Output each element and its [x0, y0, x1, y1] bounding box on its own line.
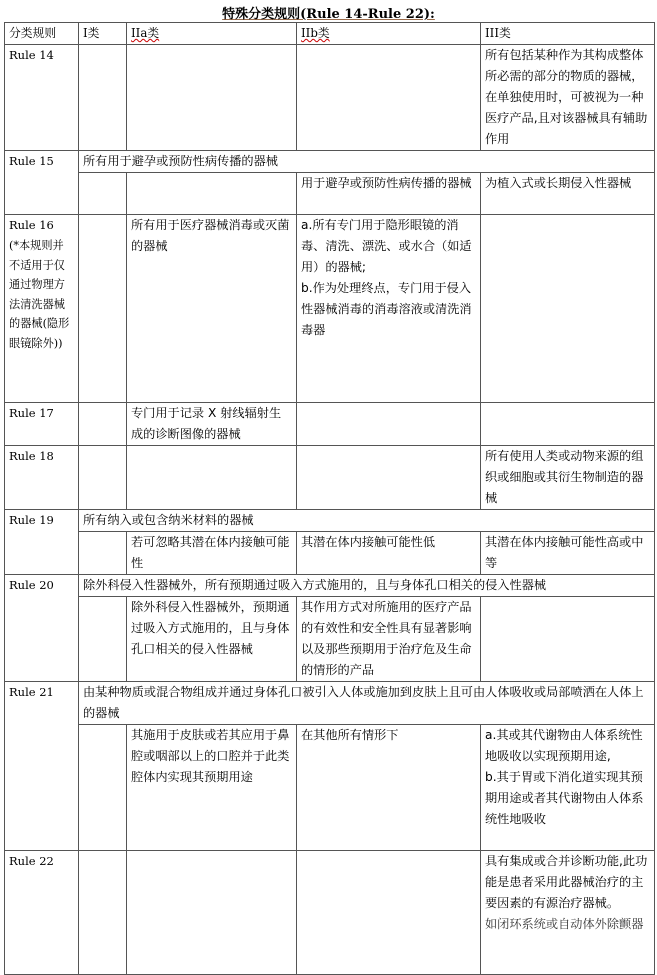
rule-15-class-iia — [127, 173, 297, 215]
header-class-iia: IIa类 — [127, 23, 297, 45]
page-title: 特殊分类规则(Rule 14-Rule 22): — [222, 7, 435, 22]
rule-16-row — [5, 215, 655, 403]
rule-22-label: Rule 22 — [5, 851, 79, 975]
rule-15-class-iii: 为植入式或长期侵入性器械 — [481, 173, 655, 215]
rule-18-class-iia — [127, 446, 297, 510]
rule-18-class-iii: 所有使用人类或动物来源的组织或细胞或其衍生物制造的器械 — [481, 446, 655, 510]
rule-22-class-i — [79, 851, 127, 975]
rule-14-class-iii: 所有包括某种作为其构成整体所必需的部分的物质的器械，在单独使用时，可被视为一种医疗产品,且对该器械具有辅助作用 — [481, 45, 655, 151]
header-class-iii: III类 — [481, 23, 655, 45]
rule-15-class-i — [79, 173, 127, 215]
rule-22-row — [5, 851, 655, 975]
rule-19-class-i — [79, 532, 127, 575]
header-row — [5, 23, 655, 45]
rule-19-class-iii: 其潜在体内接触可能性高或中等 — [481, 532, 655, 575]
rule-16-class-iib — [297, 215, 481, 403]
header-class-i: I类 — [79, 23, 127, 45]
rule-14-label: Rule 14 — [5, 45, 79, 151]
rule-22-iii-text: 具有集成或合并诊断功能,此功能是患者采用此器械治疗的主要因素的有源治疗器械。 — [485, 854, 648, 910]
rule-18-class-iib — [297, 446, 481, 510]
rule-19-general-row — [5, 510, 655, 532]
rule-17-label: Rule 17 — [5, 403, 79, 446]
rule-21-iii-a: a.其或其代谢物由人体系统性地吸收以实现预期用途, — [485, 728, 643, 763]
rule-21-class-iii — [481, 725, 655, 851]
rule-21-row — [5, 725, 655, 851]
rule-20-row — [5, 597, 655, 682]
rule-20-general-row — [5, 575, 655, 597]
rule-21-label: Rule 21 — [5, 682, 79, 851]
rule-16-note: (*本规则并不适用于仅通过物理方法清洗器械的器械(隐形眼镜除外)) — [9, 239, 70, 350]
rule-22-class-iii — [481, 851, 655, 975]
rule-15-general-row — [5, 151, 655, 173]
rule-20-class-iii — [481, 597, 655, 682]
rule-16-class-i — [79, 215, 127, 403]
rule-17-class-iib — [297, 403, 481, 446]
rule-20-class-iib: 其作用方式对所施用的医疗产品的有效性和安全性具有显著影响以及那些预期用于治疗危及生命的情形的产品 — [297, 597, 481, 682]
rule-17-class-iii — [481, 403, 655, 446]
rule-15-class-iib: 用于避孕或预防性病传播的器械 — [297, 173, 481, 215]
rule-14-row — [5, 45, 655, 151]
rule-19-row — [5, 532, 655, 575]
rule-18-label: Rule 18 — [5, 446, 79, 510]
rule-17-class-iia: 专门用于记录 X 射线辐射生成的诊断图像的器械 — [127, 403, 297, 446]
header-class-iib: IIb类 — [297, 23, 481, 45]
rule-22-class-iia — [127, 851, 297, 975]
header-rule: 分类规则 — [5, 23, 79, 45]
rule-17-row — [5, 403, 655, 446]
rule-16-label: Rule 16 (*本规则并不适用于仅通过物理方法清洗器械的器械(隐形眼镜除外)) — [5, 215, 79, 403]
rule-20-class-iia: 除外科侵入性器械外，预期通过吸入方式施用的，且与身体孔口相关的侵入性器械 — [127, 597, 297, 682]
rule-22-iii-example: 如闭环系统或自动体外除颤器 — [485, 917, 644, 931]
rule-14-class-iib — [297, 45, 481, 151]
rule-15-label: Rule 15 — [5, 151, 79, 215]
rule-21-iii-b: b.其于胃或下消化道实现其预期用途或者其代谢物由人体系统性地吸收 — [485, 770, 644, 826]
rule-14-class-iia — [127, 45, 297, 151]
rule-21-class-i — [79, 725, 127, 851]
rule-19-label: Rule 19 — [5, 510, 79, 575]
classification-table — [4, 22, 655, 975]
rule-19-general: 所有纳入或包含纳米材料的器械 — [79, 510, 655, 532]
rule-14-class-i — [79, 45, 127, 151]
rule-20-general: 除外科侵入性器械外，所有预期通过吸入方式施用的，且与身体孔口相关的侵入性器械 — [79, 575, 655, 597]
rule-16-iib-b: b.作为处理终点，专门用于侵入性器械消毒的消毒溶液或清洗消毒器 — [301, 281, 472, 337]
rule-18-class-i — [79, 446, 127, 510]
rule-21-class-iia: 其施用于皮肤或若其应用于鼻腔或咽部以上的口腔并于此类腔体内实现其预期用途 — [127, 725, 297, 851]
rule-20-class-i — [79, 597, 127, 682]
rule-16-iib-a: a.所有专门用于隐形眼镜的消毒、清洗、漂洗、或水合（如适用）的器械; — [301, 218, 472, 274]
rule-17-class-i — [79, 403, 127, 446]
rule-21-general: 由某种物质或混合物组成并通过身体孔口被引入人体或施加到皮肤上且可由人体吸收或局部喷洒在人体上的器械 — [79, 682, 655, 725]
rule-22-class-iib — [297, 851, 481, 975]
rule-15-general: 所有用于避孕或预防性病传播的器械 — [79, 151, 655, 173]
rule-18-row — [5, 446, 655, 510]
rule-21-general-row — [5, 682, 655, 725]
rule-15-row — [5, 173, 655, 215]
rule-16-class-iia: 所有用于医疗器械消毒或灭菌的器械 — [127, 215, 297, 403]
rule-20-label: Rule 20 — [5, 575, 79, 682]
rule-19-class-iib: 其潜在体内接触可能性低 — [297, 532, 481, 575]
rule-19-class-iia: 若可忽略其潜在体内接触可能性 — [127, 532, 297, 575]
rule-16-class-iii — [481, 215, 655, 403]
rule-21-class-iib: 在其他所有情形下 — [297, 725, 481, 851]
